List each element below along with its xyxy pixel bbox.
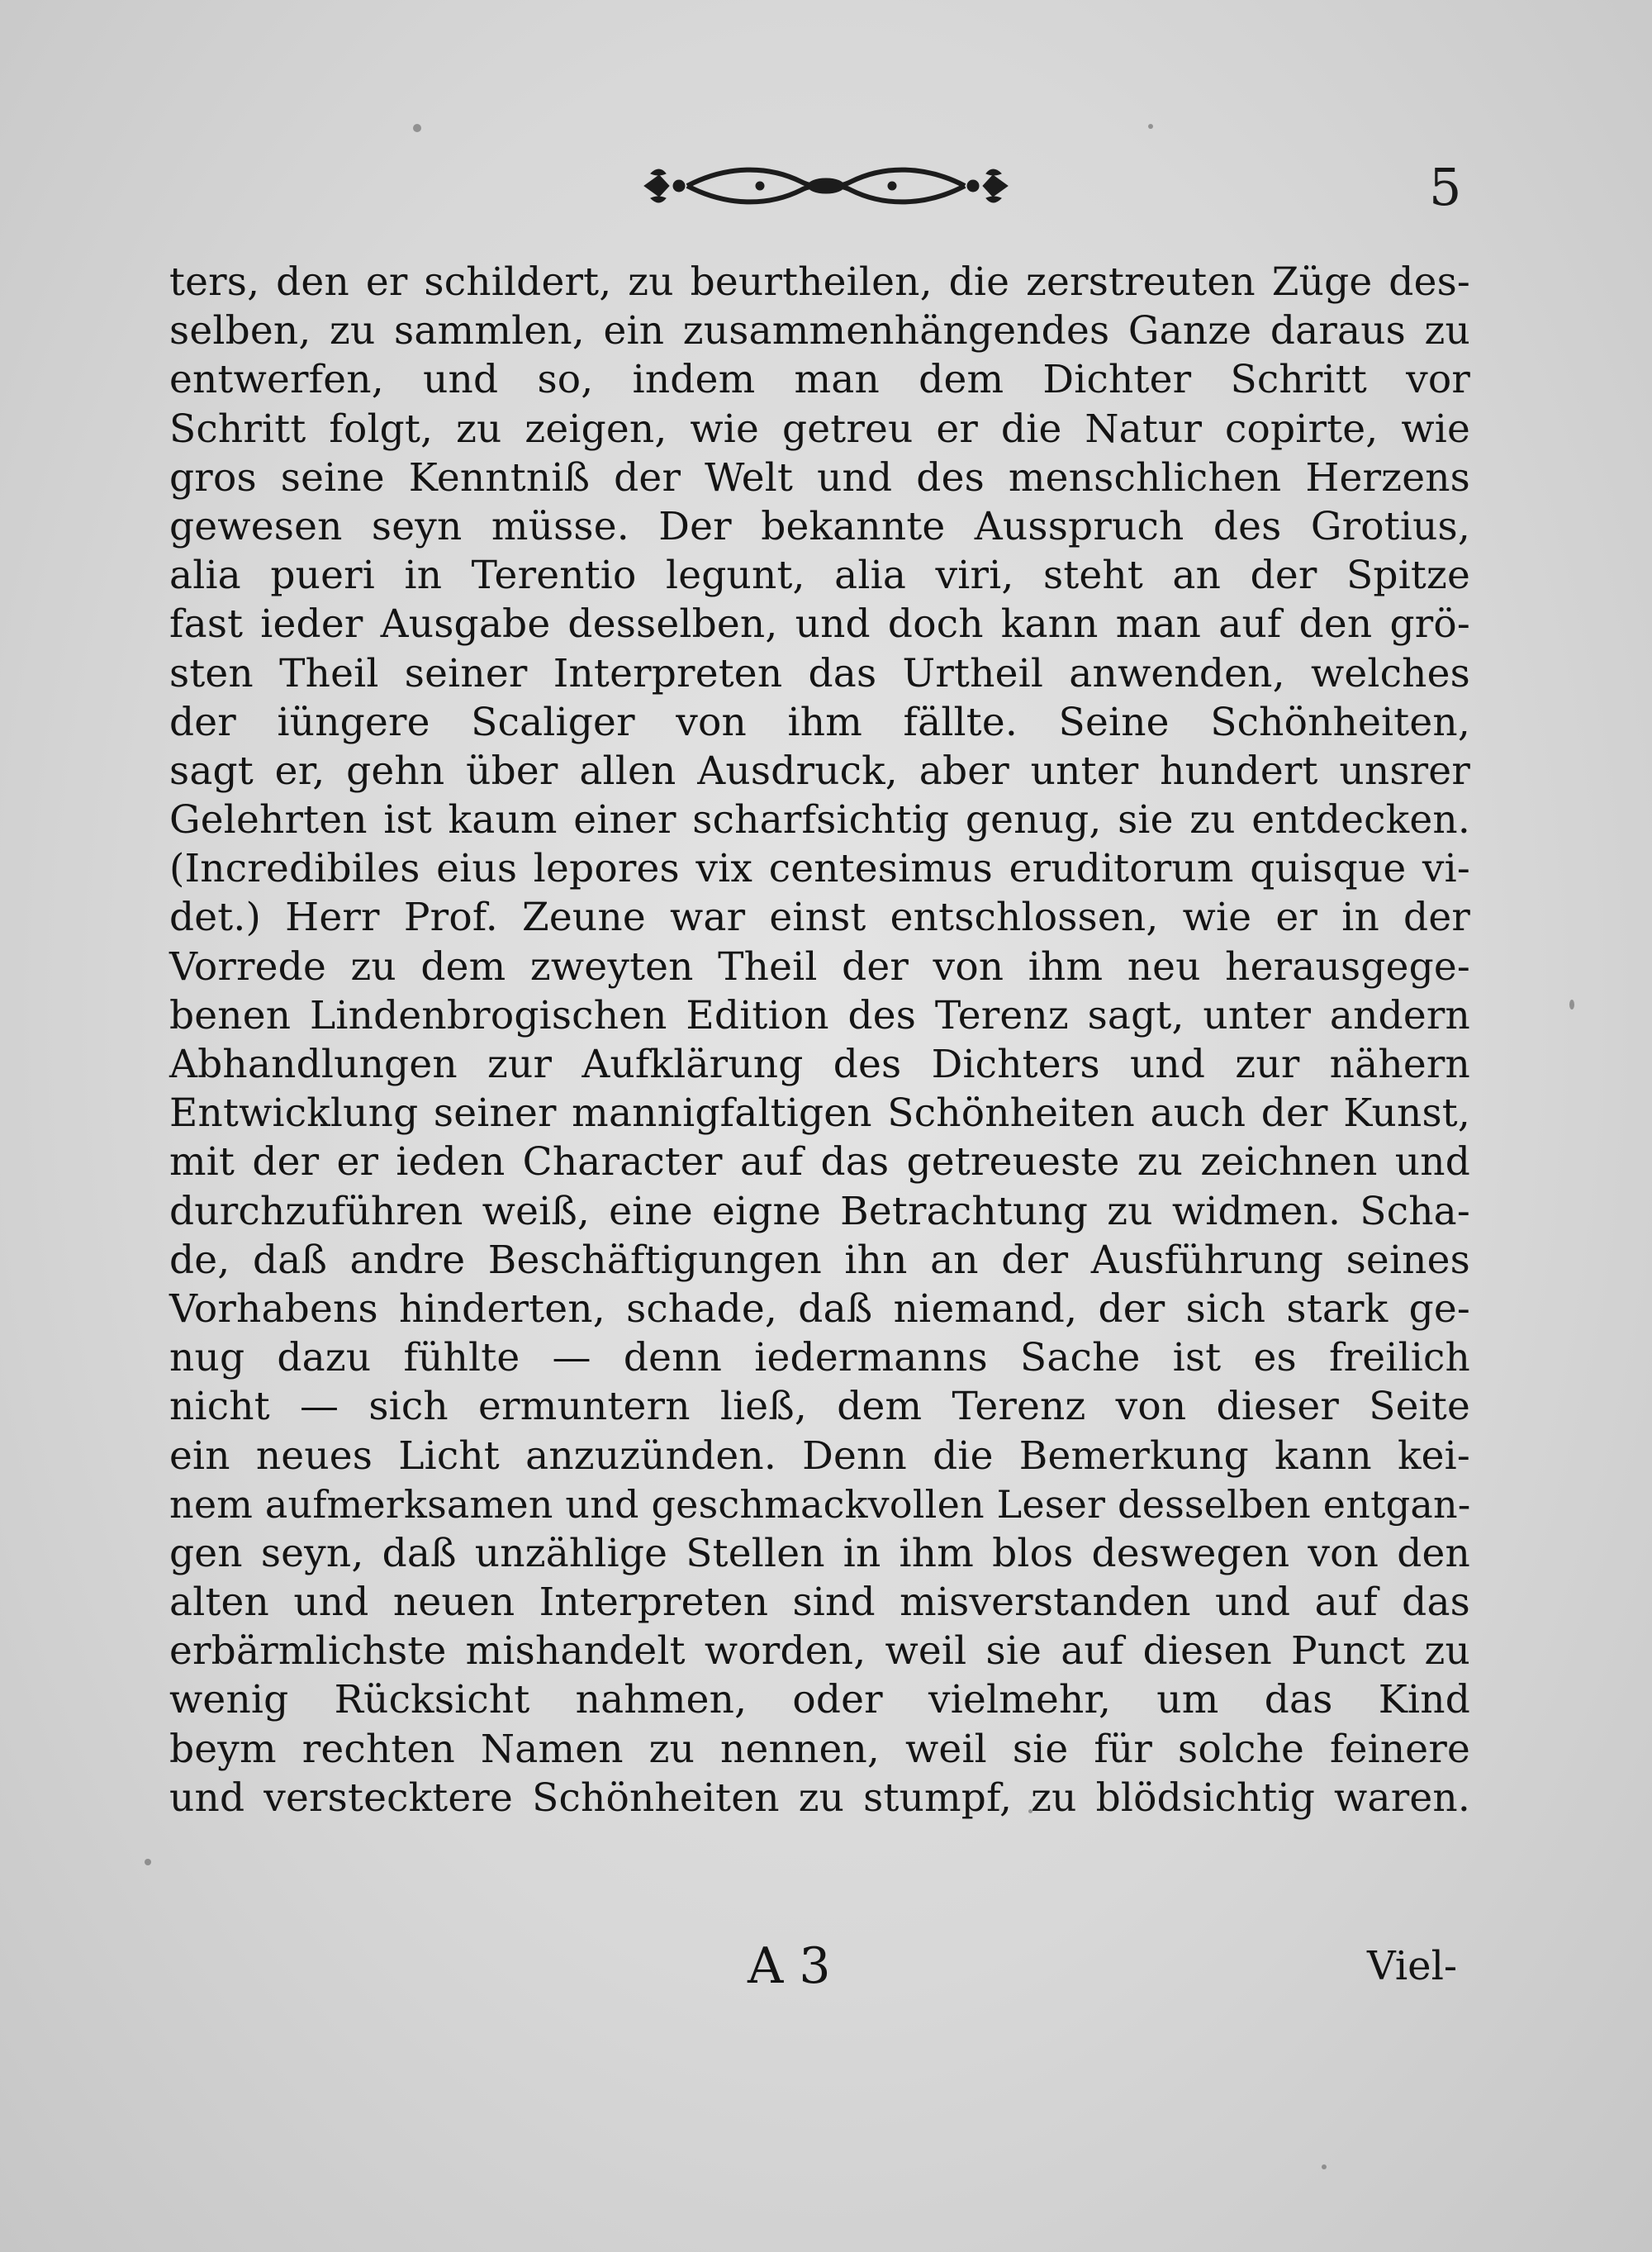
text-line: nicht — sich ermuntern ließ, dem Terenz von dieser Seite [169, 1384, 1470, 1430]
text-line: ein neues Licht anzuzünden. Denn die Bemerkung kann kei- [169, 1432, 1470, 1479]
text-line: benen Lindenbrogischen Edition des Terenz sagt, unter andern [169, 992, 1470, 1038]
text-line: beym rechten Namen zu nennen, weil sie für solche feinere [169, 1726, 1470, 1772]
text-line: fast ieder Ausgabe desselben, und doch kann man auf den grö- [169, 601, 1470, 648]
text-line: (Incredibiles eius lepores vix centesimus eruditorum quisque vi- [169, 846, 1470, 892]
body-text [169, 258, 1470, 1822]
text-line: alten und neuen Interpreten sind misverstanden und auf das [169, 1580, 1470, 1626]
text-line: nem aufmerksamen und geschmackvollen Leser desselben entgan- [169, 1481, 1471, 1527]
paper-speck [145, 1859, 151, 1865]
head-ornament [636, 157, 1016, 215]
text-line: sten Theil seiner Interpreten das Urtheil anwenden, welches [169, 650, 1470, 696]
page-footer [0, 1933, 1652, 1999]
signature-mark: A 3 [748, 1937, 831, 1995]
text-line: mit der er ieden Character auf das getreueste zu zeichnen und [169, 1139, 1470, 1185]
text-line: gros seine Kenntniß der Welt und des menschlichen Herzens [169, 454, 1470, 501]
text-line: gewesen seyn müsse. Der bekannte Ausspruch des Grotius, [169, 503, 1470, 549]
text-line: Vorrede zu dem zweyten Theil der von ihm neu herausgege- [169, 943, 1470, 990]
text-line: ters, den er schildert, zu beurtheilen, die zerstreuten Züge des- [169, 259, 1470, 305]
paper-speck [1322, 2164, 1327, 2169]
text-line: det.) Herr Prof. Zeune war einst entschlossen, wie er in der [169, 895, 1470, 941]
text-line: Gelehrten ist kaum einer scharfsichtig genug, sie zu entdecken. [169, 797, 1470, 843]
catchword: Viel- [1367, 1943, 1458, 1989]
text-line: entwerfen, und so, indem man dem Dichter Schritt vor [169, 357, 1470, 403]
text-line: Vorhabens hinderten, schade, daß niemand, der sich stark ge- [169, 1285, 1470, 1332]
paper-speck [1148, 124, 1153, 129]
text-line: selben, zu sammlen, ein zusammenhängendes Ganze daraus zu [169, 308, 1470, 354]
text-line: gen seyn, daß unzählige Stellen in ihm blos deswegen von den [169, 1530, 1470, 1576]
text-line: Schritt folgt, zu zeigen, wie getreu er die Natur copirte, wie [169, 406, 1470, 452]
paper-speck [1569, 1000, 1574, 1010]
text-line: erbärmlichste mishandelt worden, weil sie auf diesen Punct zu [169, 1628, 1470, 1675]
text-line: der iüngere Scaliger von ihm fällte. Seine Schönheiten, [169, 699, 1470, 745]
text-line: nug dazu fühlte — denn iedermanns Sache ist es freilich [169, 1335, 1470, 1381]
page-number: 5 [1429, 157, 1462, 217]
text-line: und verstecktere Schönheiten zu stumpf, zu blödsichtig waren. [169, 1775, 1470, 1821]
text-line: durchzuführen weiß, eine eigne Betrachtung zu widmen. Scha- [169, 1188, 1470, 1234]
text-line: alia pueri in Terentio legunt, alia viri, steht an der Spitze [169, 553, 1470, 599]
text-line: wenig Rücksicht nahmen, oder vielmehr, um das Kind [169, 1677, 1470, 1723]
text-line: de, daß andre Beschäftigungen ihn an der Ausführung seines [169, 1237, 1470, 1283]
text-line: sagt er, gehn über allen Ausdruck, aber unter hundert unsrer [169, 748, 1470, 794]
text-line: Abhandlungen zur Aufklärung des Dichters und zur nähern [169, 1042, 1470, 1087]
paper-speck [413, 124, 421, 132]
text-line: Entwicklung seiner mannigfaltigen Schönheiten auch der Kunst, [169, 1090, 1470, 1137]
